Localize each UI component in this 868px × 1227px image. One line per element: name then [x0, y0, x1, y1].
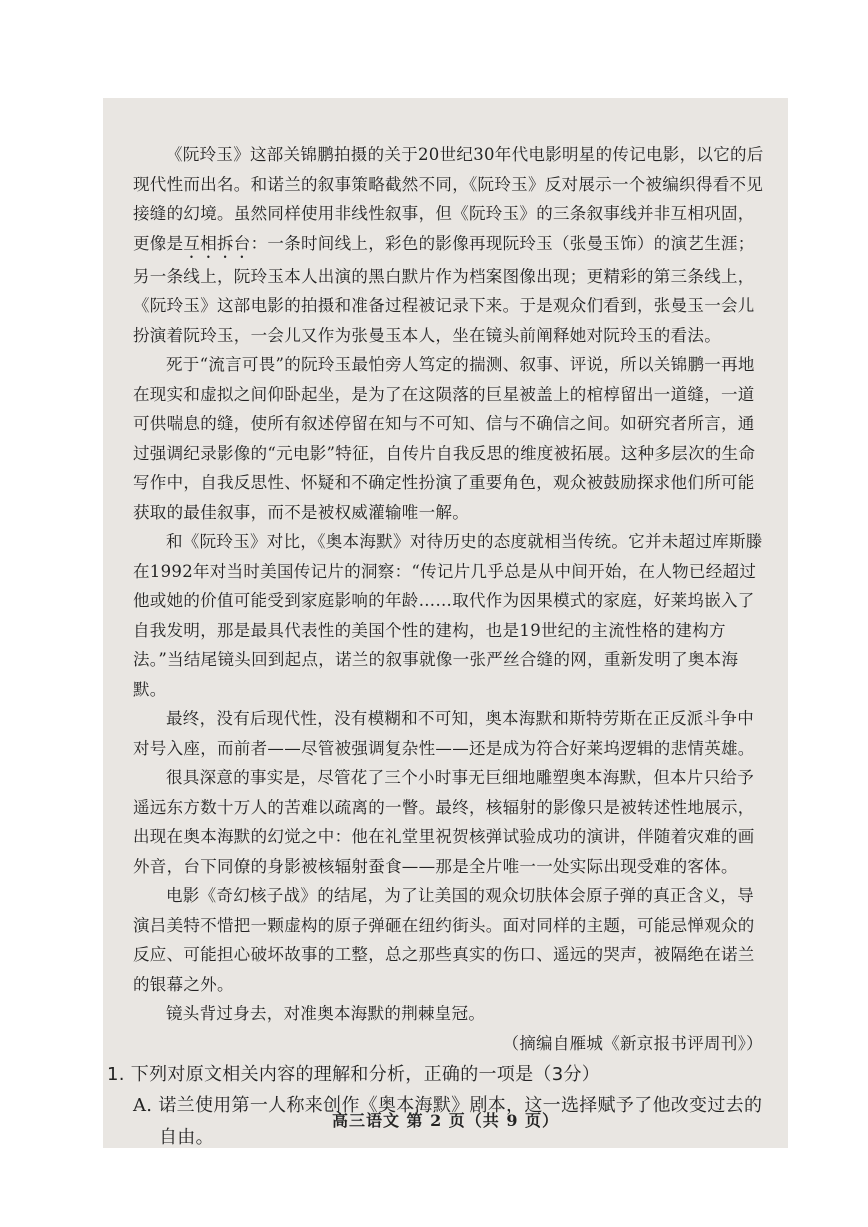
paragraph-1-text-a: 《阮玲玉》这部关锦鹏拍摄的关于20世纪30年代电影明星的传记电影，以它的后现代性而出名。和诺兰的叙事策略截然不同，《阮玲玉》反对展示一个被编织得看不见接缝的幻境。虽然同样使用非线性叙事，但《阮玲玉》的三条叙事线并非互相巩固，更像是 — [133, 145, 764, 253]
question-1-stem: 1. 下列对原文相关内容的理解和分析，正确的一项是（3分） — [107, 1064, 601, 1085]
article-paragraph-3: 和《阮玲玉》对比，《奥本海默》对待历史的态度就相当传统。它并未超过库斯滕在1992年对当时美国传记片的洞察：“传记片几乎总是从中间开始，在人物已经超过他或她的价值可能受到家庭影响的年龄……取代作为因果模式的家庭，好莱坞嵌入了自我发明，那是最具代表性的美国个性的建构，也是19世纪的主流性格的建构方法。”当结尾镜头回到起点，诺兰的叙事就像一张严丝合缝的网，重新发明了奥本海默。 — [133, 532, 763, 699]
paragraph-1-text-b: ：一条时间线上，彩色的影像再现阮玲玉（张曼玉饰）的演艺生涯；另一条线上，阮玲玉本人出演的黑白默片作为档案图像出现；更精彩的第三条线上，《阮玲玉》这部电影的拍摄和准备过程被记录下来。于是观众们看到，张曼玉一会儿扮演着阮玲玉，一会儿又作为张曼玉本人，坐在镜头前阐释她对阮玲玉的看法。 — [133, 233, 755, 345]
article-body — [107, 140, 765, 1148]
page-footer: 高三语文 第 2 页（共 9 页） — [331, 1111, 560, 1130]
scanned-exam-page — [103, 98, 788, 1148]
article-paragraph-1 — [133, 140, 765, 350]
article-paragraph-6: 电影《奇幻核子战》的结尾，为了让美国的观众切肤体会原子弹的真正含义，导演吕美特不惜把一颗虚构的原子弹砸在纽约街头。面对同样的主题，可能忌惮观众的反应、可能担心破坏故事的工整，总之那些真实的伤口、遥远的哭声，被隔绝在诺兰的银幕之外。 — [133, 886, 755, 994]
question-1-option-a: A. 诺兰使用第一人称来创作《奥本海默》剧本，这一选择赋予了他改变过去的自由。 — [133, 1095, 763, 1148]
emphasized-phrase: 互相拆台 — [183, 233, 251, 253]
article-paragraph-5: 很具深意的事实是，尽管花了三个小时事无巨细地雕塑奥本海默，但本片只给予遥远东方数十万人的苦难以疏离的一瞥。最终，核辐射的影像只是被转述性地展示，出现在奥本海默的幻觉之中：他在礼堂里祝贺核弹试验成功的演讲，伴随着灾难的画外音，台下同僚的身影被核辐射蚕食——那是全片唯一一处实际出现受难的客体。 — [133, 768, 755, 876]
article-source: （摘编自雁城《新京报书评周刊》） — [502, 1033, 763, 1053]
article-paragraph-7: 镜头背过身去，对准奥本海默的荆棘皇冠。 — [166, 1004, 486, 1023]
article-paragraph-4: 最终，没有后现代性，没有模糊和不可知，奥本海默和斯特劳斯在正反派斗争中对号入座，而前者——尽管被强调复杂性——还是成为符合好莱坞逻辑的悲情英雄。 — [133, 709, 755, 758]
article-paragraph-2: 死于“流言可畏”的阮玲玉最怕旁人笃定的揣测、叙事、评说，所以关锦鹏一再地在现实和虚拟之间仰卧起坐，是为了在这陨落的巨星被盖上的棺椁留出一道缝，一道可供喘息的缝，使所有叙述停留在知与不可知、信与不确信之间。如研究者所言，通过强调纪录影像的“元电影”特征，自传片自我反思的维度被拓展。这种多层次的生命写作中，自我反思性、怀疑和不确定性扮演了重要角色，观众被鼓励探求他们所可能获取的最佳叙事，而不是被权威灌输唯一解。 — [133, 355, 756, 522]
